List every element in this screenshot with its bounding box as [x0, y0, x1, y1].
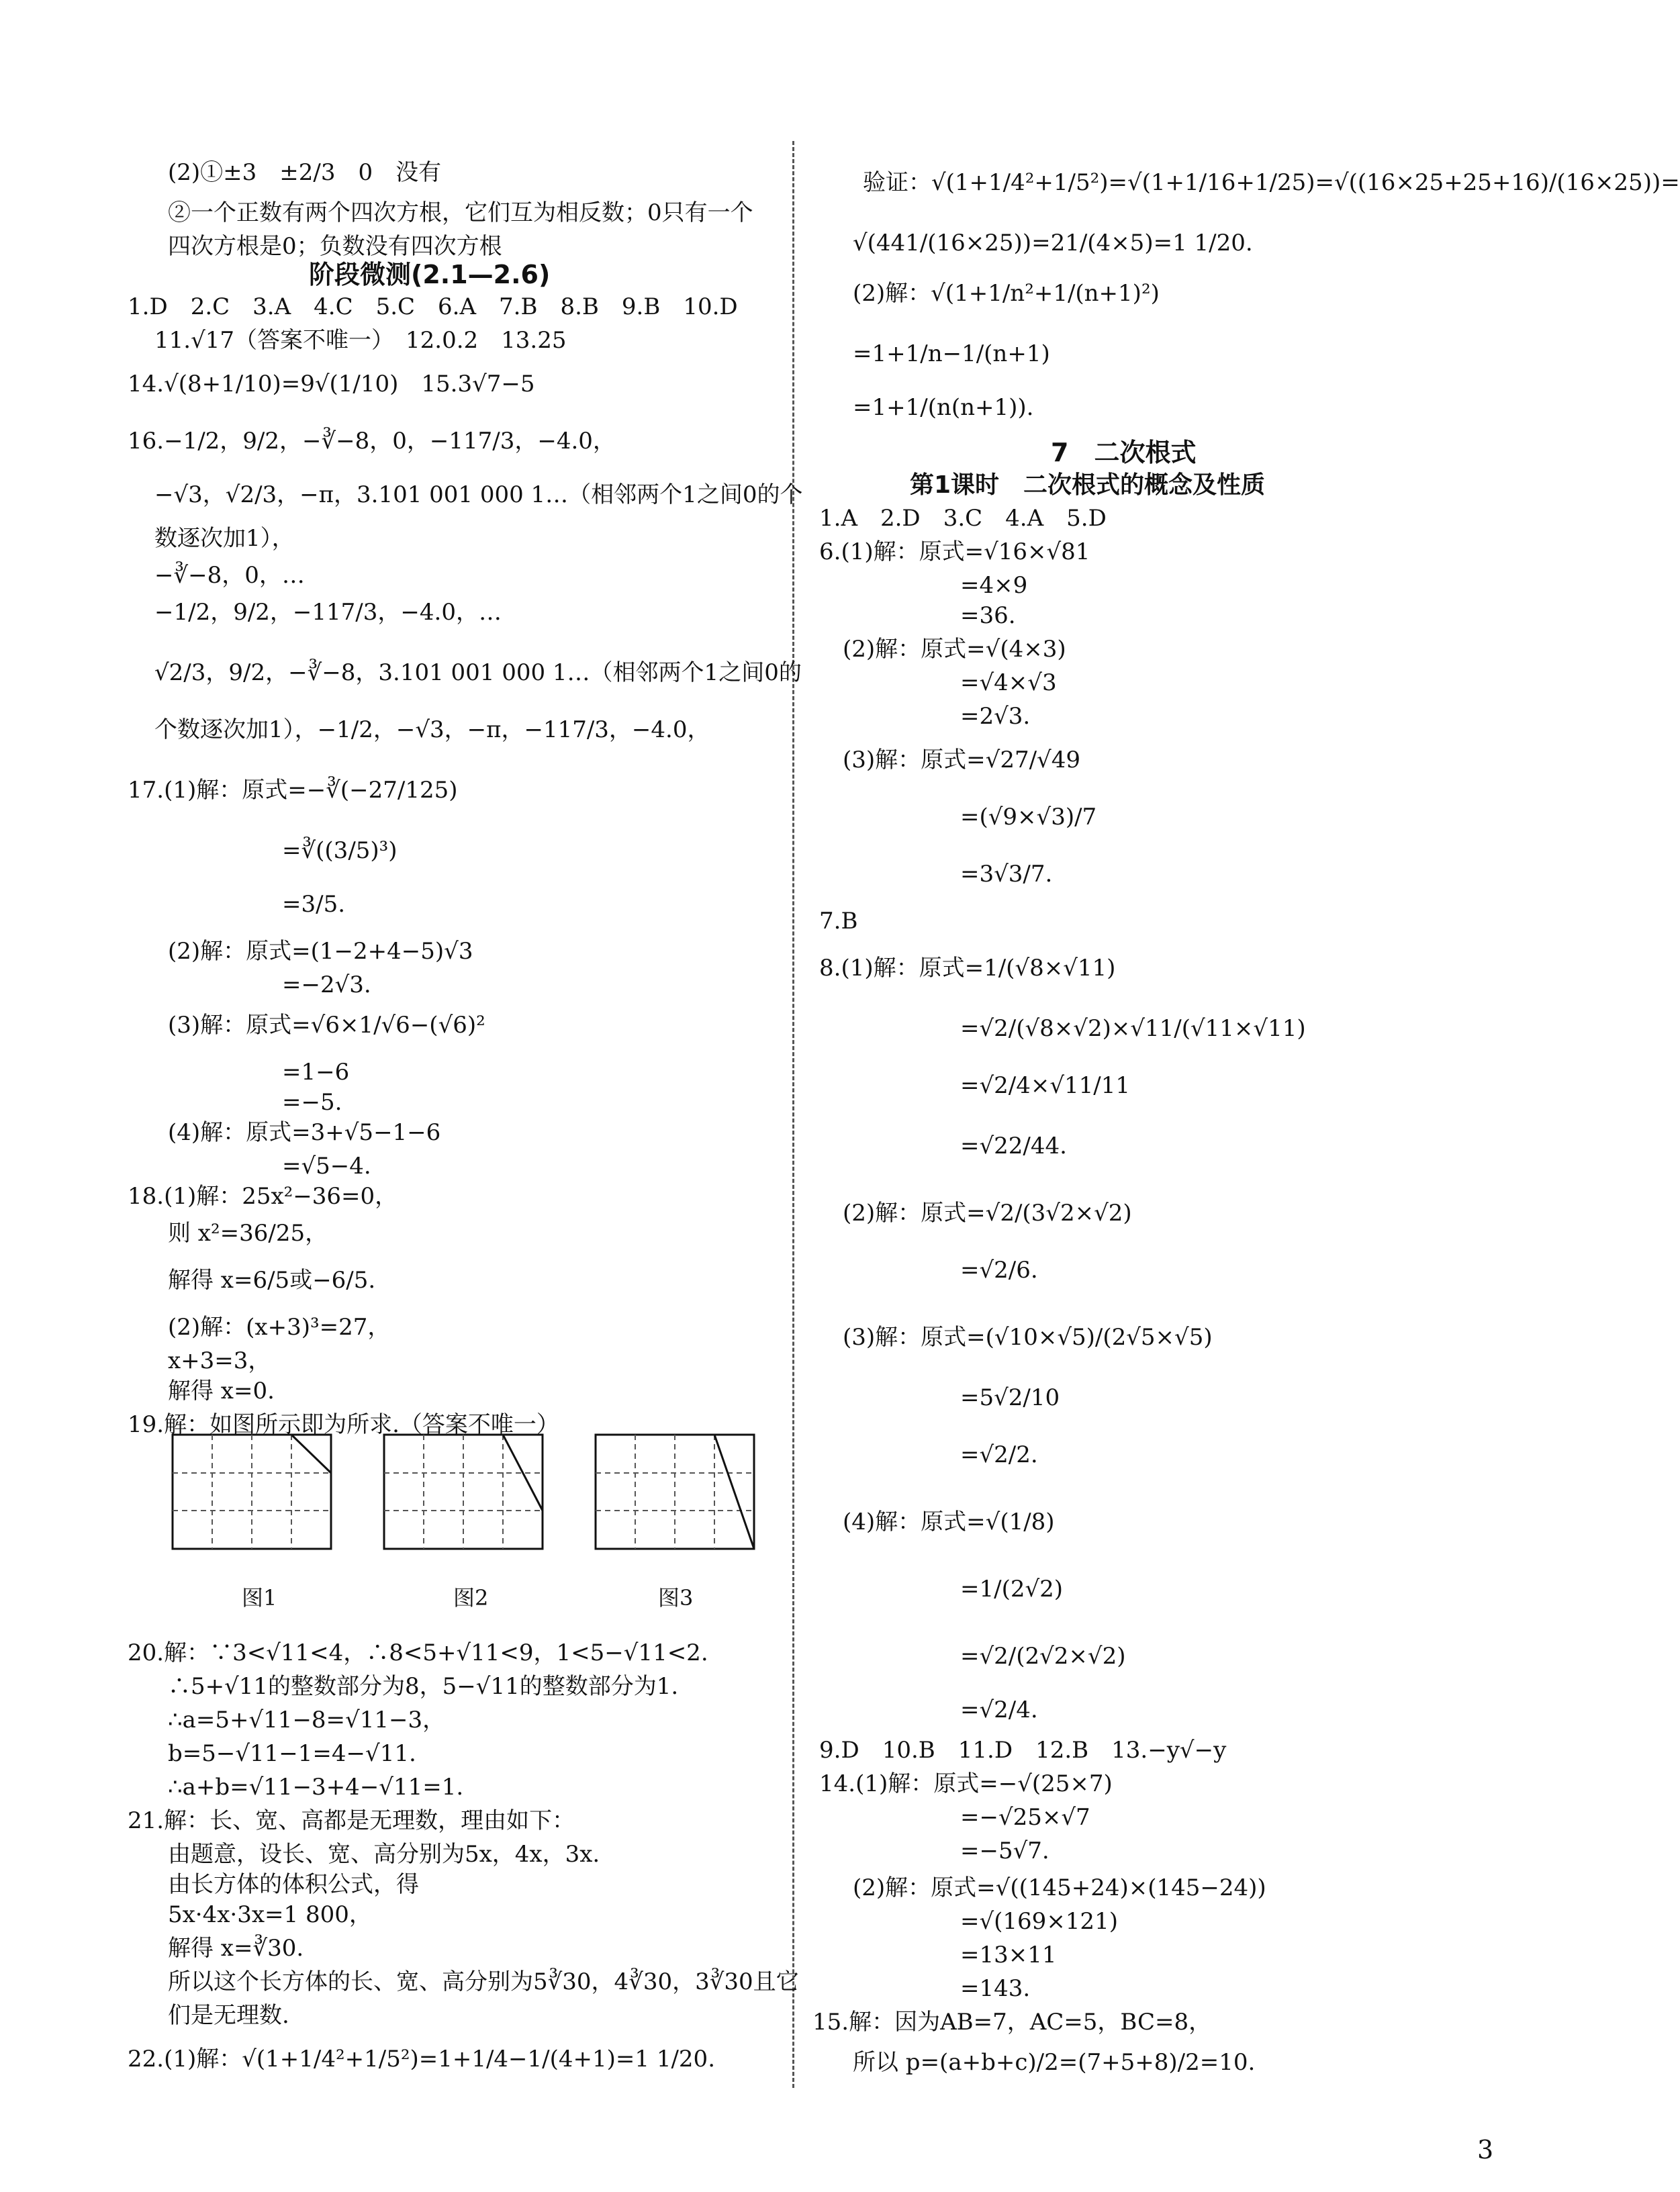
answer-line: 们是无理数. — [168, 2002, 289, 2029]
answer-line: 验证：√(1+1/4²+1/5²)=√(1+1/16+1/25)=√((16×25+25+16)/(16×25))= — [863, 169, 1680, 196]
answer-line: 数逐次加1）， — [154, 525, 295, 552]
section-title: 阶段微测(2.1—2.6) — [309, 260, 551, 289]
answer-line: (3)解：原式=√27/√49 — [843, 747, 1080, 773]
answer-line: √(441/(16×25))=21/(4×5)=1 1/20. — [853, 230, 1253, 256]
answer-line: =√4×√3 — [960, 669, 1057, 696]
answer-line: =√2/(2√2×√2) — [960, 1643, 1126, 1670]
figure-3-grid — [594, 1433, 762, 1588]
answer-line: =−5. — [282, 1089, 342, 1116]
answer-line: 16.−1/2，9/2，−∛−8，0，−117/3，−4.0， — [128, 428, 616, 455]
answer-line: =1+1/n−1/(n+1) — [853, 340, 1050, 367]
answer-line: (3)解：原式=(√10×√5)/(2√5×√5) — [843, 1324, 1213, 1351]
answer-line: (2)①±3 ±2/3 0 没有 — [168, 159, 442, 186]
answer-line: 由长方体的体积公式，得 — [168, 1871, 419, 1898]
answer-line: =13×11 — [960, 1942, 1057, 1968]
answer-line: −1/2，9/2，−117/3，−4.0，… — [154, 599, 502, 626]
figure-2-label: 图2 — [453, 1585, 489, 1611]
answer-line: 11.√17（答案不唯一） 12.0.2 13.25 — [154, 327, 567, 354]
answer-line: 解得 x=0. — [168, 1378, 275, 1404]
answer-line: =143. — [960, 1975, 1031, 2002]
answer-line: =(√9×√3)/7 — [960, 804, 1097, 830]
section-title: 7 二次根式 — [1051, 438, 1197, 467]
figure-2-grid — [383, 1433, 551, 1588]
answer-line: 18.(1)解：25x²−36=0， — [128, 1183, 398, 1210]
answer-line: −∛−8，0，… — [154, 562, 305, 589]
answer-line: 个数逐次加1），−1/2，−√3，−π，−117/3，−4.0， — [154, 716, 710, 743]
answer-line: =−5√7. — [960, 1838, 1049, 1864]
answer-line: (4)解：原式=3+√5−1−6 — [168, 1119, 441, 1146]
answer-line: (2)解：原式=√((145+24)×(145−24)) — [853, 1874, 1266, 1901]
answer-line: =√2/4. — [960, 1697, 1038, 1723]
answer-line: =√2/4×√11/11 — [960, 1072, 1131, 1099]
answer-line: 所以这个长方体的长、宽、高分别为5∛30，4∛30，3∛30且它 — [168, 1968, 799, 1995]
answer-line: 15.解：因为AB=7，AC=5，BC=8， — [812, 2009, 1212, 2036]
answer-line: 解得 x=∛30. — [168, 1935, 304, 1962]
answer-line: (2)解：原式=√2/(3√2×√2) — [843, 1200, 1132, 1227]
answer-line: 8.(1)解：原式=1/(√8×√11) — [819, 955, 1116, 982]
answer-line: =√2/(√8×√2)×√11/(√11×√11) — [960, 1015, 1306, 1042]
answer-line: =−√25×√7 — [960, 1804, 1090, 1831]
answer-line: 14.(1)解：原式=−√(25×7) — [819, 1770, 1113, 1797]
lesson-subtitle: 第1课时 二次根式的概念及性质 — [910, 471, 1266, 499]
answer-line: ∴5+√11的整数部分为8，5−√11的整数部分为1. — [168, 1673, 679, 1700]
answer-line: =1+1/(n(n+1)). — [853, 394, 1034, 421]
answer-line: √2/3，9/2，−∛−8，3.101 001 000 1…（相邻两个1之间0的 — [154, 659, 802, 686]
answer-line: =36. — [960, 602, 1016, 629]
answer-line: =4×9 — [960, 572, 1028, 599]
answer-line: 由题意，设长、宽、高分别为5x，4x，3x. — [168, 1841, 600, 1868]
answer-line: 17.(1)解：原式=−∛(−27/125) — [128, 777, 458, 804]
answer-line: =5√2/10 — [960, 1384, 1060, 1411]
answer-line: =2√3. — [960, 703, 1031, 730]
answer-line: ∴a+b=√11−3+4−√11=1. — [168, 1774, 464, 1801]
answer-line: =−2√3. — [282, 971, 371, 998]
figure-1-label: 图1 — [242, 1585, 277, 1611]
answer-line: (4)解：原式=√(1/8) — [843, 1509, 1055, 1535]
figure-3-label: 图3 — [658, 1585, 694, 1611]
answer-line: 7.B — [819, 908, 858, 935]
answer-line: =∛((3/5)³) — [282, 837, 398, 864]
answer-line: (3)解：原式=√6×1/√6−(√6)² — [168, 1012, 485, 1039]
answer-line: 6.(1)解：原式=√16×√81 — [819, 538, 1090, 565]
answer-line: 21.解：长、宽、高都是无理数，理由如下： — [128, 1807, 575, 1834]
figure-1-grid — [171, 1433, 339, 1588]
answer-line: =1/(2√2) — [960, 1576, 1064, 1603]
answer-line: (2)解：(x+3)³=27， — [168, 1314, 391, 1341]
answer-line: 14.√(8+1/10)=9√(1/10) 15.3√7−5 — [128, 371, 535, 397]
answer-line: =1−6 — [282, 1059, 350, 1086]
answer-line: 22.(1)解：√(1+1/4²+1/5²)=1+1/4−1/(4+1)=1 1/20. — [128, 2046, 716, 2072]
answer-line: (2)解：原式=√(4×3) — [843, 636, 1066, 663]
answer-line: ②一个正数有两个四次方根，它们互为相反数；0只有一个 — [168, 199, 753, 226]
answer-line: 20.解：∵3<√11<4，∴8<5+√11<9，1<5−√11<2. — [128, 1639, 708, 1666]
answer-line: 1.A 2.D 3.C 4.A 5.D — [819, 505, 1107, 532]
answer-line: 则 x²=36/25， — [168, 1220, 328, 1247]
answer-line: 所以 p=(a+b+c)/2=(7+5+8)/2=10. — [853, 2049, 1256, 2076]
answer-line: 解得 x=6/5或−6/5. — [168, 1267, 376, 1294]
answer-line: 四次方根是0；负数没有四次方根 — [168, 233, 502, 260]
answer-line: 1.D 2.C 3.A 4.C 5.C 6.A 7.B 8.B 9.B 10.D — [128, 293, 738, 320]
answer-line: =3√3/7. — [960, 861, 1053, 888]
answer-line: −√3，√2/3，−π，3.101 001 000 1…（相邻两个1之间0的个 — [154, 481, 803, 508]
answer-line: =√(169×121) — [960, 1908, 1118, 1935]
answer-line: =3/5. — [282, 891, 346, 918]
answer-line: b=5−√11−1=4−√11. — [168, 1740, 416, 1767]
column-divider — [792, 141, 794, 2088]
answer-line: =√2/6. — [960, 1257, 1038, 1284]
answer-line: ∴a=5+√11−8=√11−3， — [168, 1707, 446, 1733]
answer-line: 19.解：如图所示即为所求.（答案不唯一） — [128, 1411, 559, 1438]
page-number: 3 — [1477, 2135, 1494, 2164]
answer-line: (2)解：原式=(1−2+4−5)√3 — [168, 938, 473, 965]
answer-line: (2)解：√(1+1/n²+1/(n+1)²) — [853, 280, 1160, 307]
answer-line: =√2/2. — [960, 1441, 1038, 1468]
answer-line: =√5−4. — [282, 1153, 371, 1180]
answer-line: 9.D 10.B 11.D 12.B 13.−y√−y — [819, 1737, 1227, 1764]
answer-line: x+3=3， — [168, 1347, 271, 1374]
answer-line: 5x·4x·3x=1 800， — [168, 1901, 372, 1928]
answer-line: =√22/44. — [960, 1133, 1067, 1159]
